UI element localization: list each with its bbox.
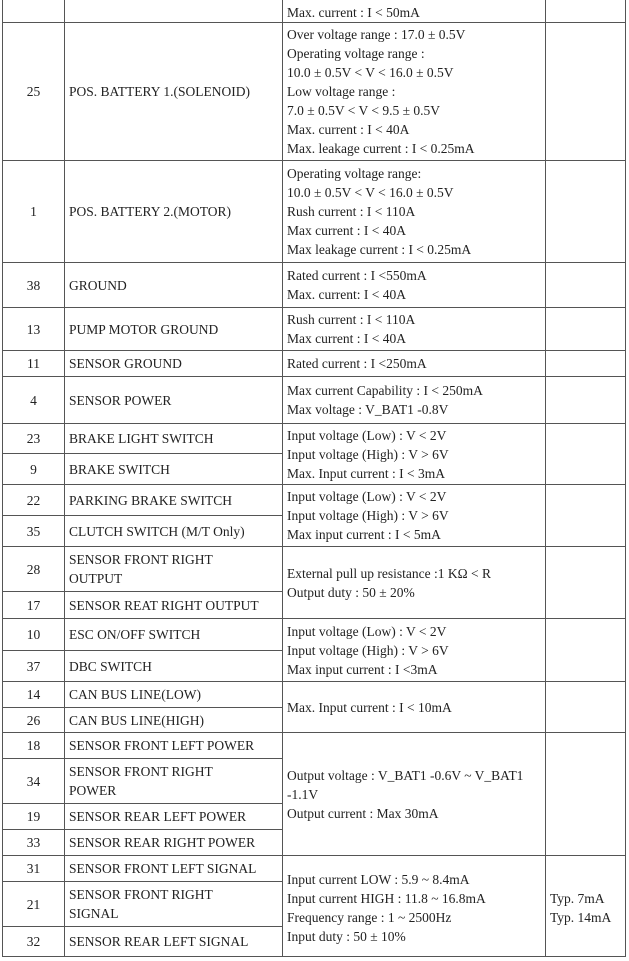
- pin-description: ESC ON/OFF SWITCH: [65, 619, 283, 651]
- pin-description: BRAKE LIGHT SWITCH: [65, 424, 283, 454]
- pin-description: POS. BATTERY 1.(SOLENOID): [65, 23, 283, 161]
- spec-line: Max. leakage current : I < 0.25mA: [287, 141, 475, 156]
- spec-line: -1.1V: [287, 786, 319, 802]
- spec-line: Rush current : I < 110A: [287, 312, 416, 327]
- table-row: [3, 0, 626, 23]
- pin-description: SENSOR FRONT LEFT SIGNAL: [65, 856, 283, 882]
- spec-line: Rush current : I < 110A: [287, 204, 416, 219]
- remark-cell: [546, 485, 626, 547]
- remark-line: Typ. 14mA: [550, 910, 612, 925]
- spec-line: Input duty : 50 ± 10%: [287, 929, 406, 944]
- spec-line: Max input current : I <3mA: [287, 661, 438, 677]
- pin-description: SENSOR GROUND: [65, 351, 283, 377]
- spec-line: Input voltage (Low) : V < 2V: [287, 623, 447, 639]
- remark-cell: [546, 263, 626, 308]
- table-row: [3, 308, 626, 351]
- table-row: [3, 485, 626, 516]
- spec-line: Max input current : I < 5mA: [287, 527, 441, 542]
- pin-number: 31: [3, 856, 65, 882]
- pin-number: 13: [3, 308, 65, 351]
- pin-number: 34: [3, 759, 65, 804]
- pin-description: PUMP MOTOR GROUND: [65, 308, 283, 351]
- spec-cell: [283, 856, 546, 957]
- pin-description: BRAKE SWITCH: [65, 454, 283, 485]
- pin-description: [65, 882, 283, 927]
- spec-line: Input voltage (High) : V > 6V: [287, 642, 449, 658]
- table-row: [3, 161, 626, 263]
- spec-line: 7.0 ± 0.5V < V < 9.5 ± 0.5V: [287, 103, 441, 118]
- spec-line: Input current HIGH : 11.8 ~ 16.8mA: [287, 891, 486, 906]
- pin-number: 4: [3, 377, 65, 424]
- table-row: [3, 547, 626, 592]
- spec-cell: [283, 547, 546, 619]
- pin-number: 35: [3, 516, 65, 547]
- spec-line: Max. current: I < 40A: [287, 287, 406, 302]
- pin-description-line: SENSOR FRONT RIGHT: [69, 552, 213, 567]
- pin-description-line: OUTPUT: [69, 571, 123, 586]
- pin-number: 18: [3, 733, 65, 759]
- remark-cell: [546, 856, 626, 957]
- pin-description: [65, 759, 283, 804]
- spec-line: [287, 856, 541, 870]
- spec-line: 10.0 ± 0.5V < V < 16.0 ± 0.5V: [287, 65, 454, 80]
- spec-line: Frequency range : 1 ~ 2500Hz: [287, 910, 452, 925]
- remark-line: [550, 856, 621, 889]
- pin-number: 26: [3, 708, 65, 733]
- spec-cell: [283, 263, 546, 308]
- spec-cell: [283, 351, 546, 377]
- table-row: [3, 377, 626, 424]
- pin-number: 22: [3, 485, 65, 516]
- remark-cell: [546, 23, 626, 161]
- pin-number: 19: [3, 804, 65, 830]
- pin-description-line: SIGNAL: [69, 906, 119, 921]
- spec-line: External pull up resistance :1 KΩ < R: [287, 565, 491, 581]
- spec-cell: [283, 733, 546, 856]
- spec-line: Max. current : I < 40A: [287, 122, 410, 137]
- pin-number: 9: [3, 454, 65, 485]
- pin-number: 17: [3, 592, 65, 619]
- remark-cell: [546, 547, 626, 619]
- pin-number: 38: [3, 263, 65, 308]
- pin-number: 23: [3, 424, 65, 454]
- pin-number: 11: [3, 351, 65, 377]
- spec-line: Max. Input current : I < 10mA: [287, 699, 452, 715]
- pin-description-line: SENSOR FRONT RIGHT: [69, 887, 213, 902]
- remark-cell: [546, 161, 626, 263]
- pin-description: SENSOR REAR LEFT POWER: [65, 804, 283, 830]
- pin-description: [65, 547, 283, 592]
- pin-description: SENSOR REAR RIGHT POWER: [65, 830, 283, 856]
- remark-cell: [546, 0, 626, 23]
- pin-description: PARKING BRAKE SWITCH: [65, 485, 283, 516]
- remark-cell: [546, 733, 626, 856]
- remark-cell: [546, 682, 626, 733]
- pin-description: CAN BUS LINE(LOW): [65, 682, 283, 708]
- spec-line: Over voltage range : 17.0 ± 0.5V: [287, 27, 466, 42]
- pin-number: 32: [3, 927, 65, 957]
- spec-line: Input voltage (High) : V > 6V: [287, 508, 449, 523]
- spec-line: Low voltage range :: [287, 84, 396, 99]
- spec-line: Input current LOW : 5.9 ~ 8.4mA: [287, 872, 470, 887]
- pin-number: 1: [3, 161, 65, 263]
- connector-spec-table: [2, 0, 626, 957]
- spec-line: 10.0 ± 0.5V < V < 16.0 ± 0.5V: [287, 185, 454, 200]
- table-row: [3, 619, 626, 651]
- spec-line: Max current Capability : I < 250mA: [287, 383, 483, 398]
- table-row: [3, 263, 626, 308]
- spec-cell: [283, 308, 546, 351]
- table-row: [3, 856, 626, 882]
- remark-cell: [546, 377, 626, 424]
- remark-line: Typ. 7mA: [550, 891, 605, 906]
- pin-description: [65, 0, 283, 23]
- remark-cell: [546, 424, 626, 485]
- spec-line: Max voltage : V_BAT1 -0.8V: [287, 402, 449, 417]
- spec-cell: [283, 23, 546, 161]
- spec-line: Max current : I < 40A: [287, 331, 406, 346]
- table-row: [3, 23, 626, 161]
- pin-description: SENSOR FRONT LEFT POWER: [65, 733, 283, 759]
- spec-cell: [283, 377, 546, 424]
- pin-number: 10: [3, 619, 65, 651]
- pin-number: 21: [3, 882, 65, 927]
- pin-description: CLUTCH SWITCH (M/T Only): [65, 516, 283, 547]
- pin-number: [3, 0, 65, 23]
- spec-line: Max. Input current : I < 3mA: [287, 465, 445, 481]
- remark-cell: [546, 619, 626, 682]
- spec-line: Operating voltage range:: [287, 166, 422, 181]
- spec-cell: [283, 161, 546, 263]
- spec-line: Input voltage (Low) : V < 2V: [287, 489, 447, 504]
- spec-line: Operating voltage range :: [287, 46, 425, 61]
- pin-number: 28: [3, 547, 65, 592]
- remark-cell: [546, 351, 626, 377]
- spec-line: Input voltage (High) : V > 6V: [287, 446, 449, 462]
- pin-description: DBC SWITCH: [65, 651, 283, 682]
- table-row: [3, 682, 626, 708]
- pin-number: 37: [3, 651, 65, 682]
- pin-description: SENSOR REAR LEFT SIGNAL: [65, 927, 283, 957]
- remark-cell: [546, 308, 626, 351]
- spec-line: Max. current : I < 50mA: [287, 5, 420, 20]
- spec-cell: [283, 424, 546, 485]
- spec-line: Output current : Max 30mA: [287, 805, 439, 821]
- spec-cell: [283, 485, 546, 547]
- pin-number: 14: [3, 682, 65, 708]
- spec-line: Max current : I < 40A: [287, 223, 406, 238]
- spec-line: Rated current : I <550mA: [287, 268, 427, 283]
- spec-cell: [283, 0, 546, 23]
- pin-description: CAN BUS LINE(HIGH): [65, 708, 283, 733]
- pin-number: 25: [3, 23, 65, 161]
- pin-description-line: SENSOR FRONT RIGHT: [69, 764, 213, 779]
- table-row: [3, 351, 626, 377]
- pin-description: SENSOR POWER: [65, 377, 283, 424]
- pin-number: 33: [3, 830, 65, 856]
- pin-description: POS. BATTERY 2.(MOTOR): [65, 161, 283, 263]
- pin-description-line: POWER: [69, 783, 117, 798]
- table-row: [3, 733, 626, 759]
- pin-description: SENSOR REAT RIGHT OUTPUT: [65, 592, 283, 619]
- pin-description: GROUND: [65, 263, 283, 308]
- spec-line: Max leakage current : I < 0.25mA: [287, 242, 472, 257]
- spec-line: Rated current : I <250mA: [287, 356, 427, 371]
- spec-line: Output voltage : V_BAT1 -0.6V ~ V_BAT1: [287, 767, 524, 783]
- spec-cell: [283, 619, 546, 682]
- spec-line: Output duty : 50 ± 20%: [287, 584, 415, 600]
- spec-cell: [283, 682, 546, 733]
- table-row: [3, 424, 626, 454]
- spec-line: Input voltage (Low) : V < 2V: [287, 427, 447, 443]
